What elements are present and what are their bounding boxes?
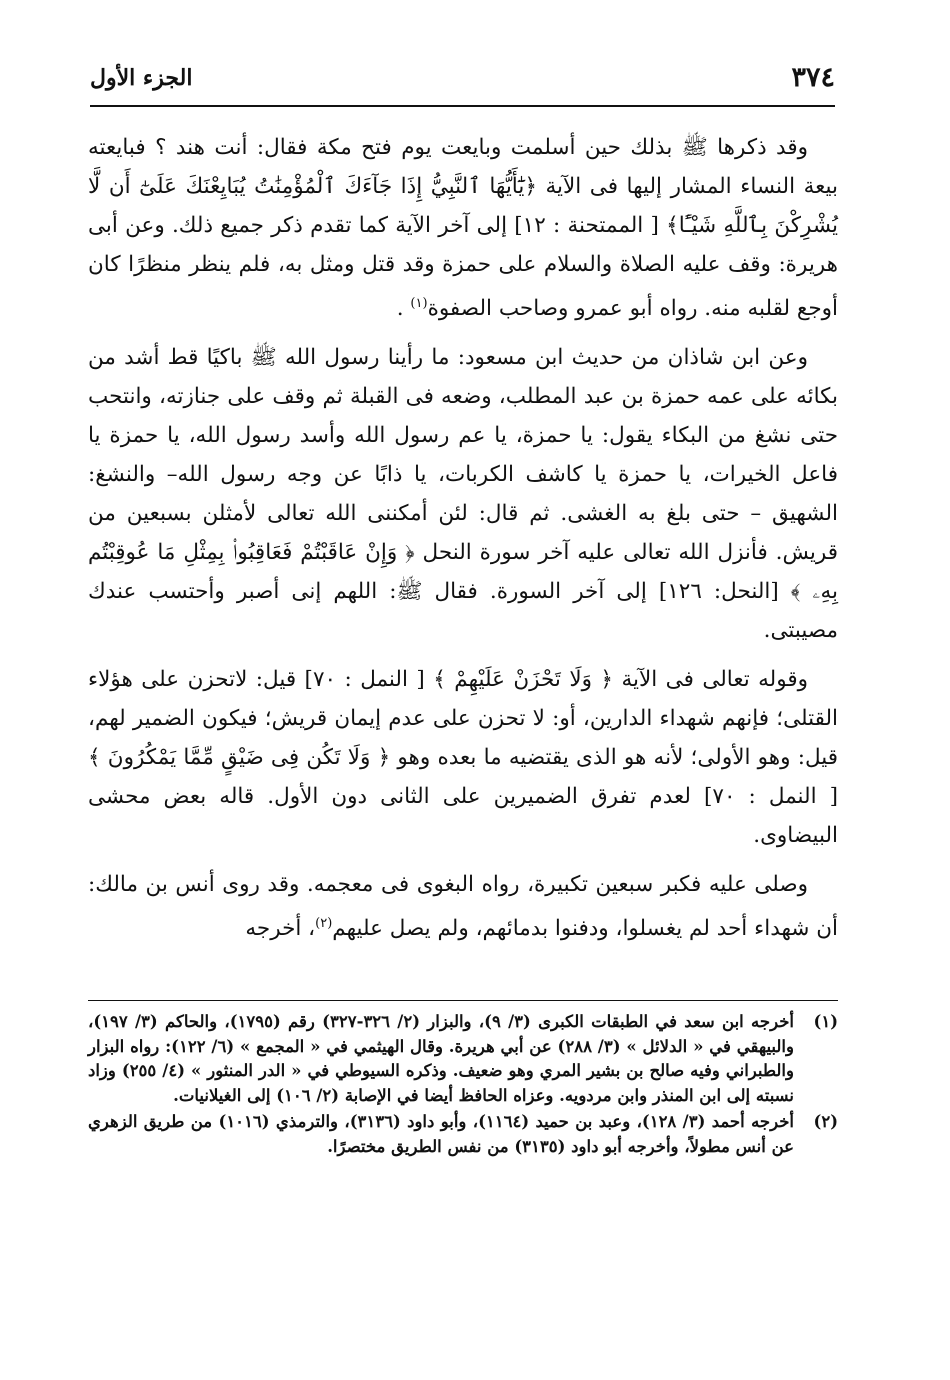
header-rule (90, 105, 835, 107)
running-title: الجزء الأول (90, 65, 193, 91)
page-header (90, 58, 835, 98)
paragraph-1-tail: . (396, 296, 411, 322)
footnote-text: أخرجه ابن سعد في الطبقات الكبرى (٣/ ٩)، والبزار (٢/ ٣٢٦-٣٢٧) رقم (١٧٩٥)، والحاكم (٣/ ١٩٧)، والبيهقي في « الدلائل » (٣/ ٢٨٨) عن أبي هريرة. وقال الهيثمي في « المجمع » (٦/ ١٢٢): رواه البزار والطبراني وفيه صالح بن بشير المري وهو ضعيف. وذكره السيوطي في « الدر المنثور » (٤/ ٢٥٥) وزاد نسبته إلى ابن المنذر وابن مردويه. وعزاه الحافظ أيضا في الإصابة (٢/ ١٠٦) إلى الغيلانيات. (88, 1012, 794, 1105)
footnote-2 (88, 1110, 838, 1159)
paragraph-1-text: وقد ذكرها ﷺ بذلك حين أسلمت وبايعت يوم فتح مكة فقال: أنت هند ؟ فبايعته بيعة النساء المشار إليها فى الآية ﴿يَٰٓأَيُّهَا ٱلنَّبِيُّ إِذَا جَآءَكَ ٱلْمُؤْمِنَٰتُ يُبَايِعْنَكَ عَلَىٰٓ أَن لَّا يُشْرِكْنَ بِٱللَّهِ شَيْـًٔا﴾ [ الممتحنة : ١٢] إلى آخر الآية كما تقدم ذكر جميع ذلك. وعن أبى هريرة: وقف عليه الصلاة والسلام على حمزة وقد قتل ومثل به، فلم ينظر منظرًا كان أوجع لقلبه منه. رواه أبو عمرو وصاحب الصفوة (88, 135, 838, 322)
footnote-ref-2: (٢) (315, 916, 333, 932)
footnote-text: أخرجه أحمد (٣/ ١٢٨)، وعبد بن حميد (١١٦٤)، وأبو داود (٣١٣٦)، والترمذي (١٠١٦) من طريق الزهري عن أنس مطولاً، وأخرجه أبو داود (٣١٣٥) من نفس الطريق مختصرًا. (88, 1112, 795, 1156)
footnote-rule (88, 1000, 838, 1001)
paragraph-2: وعن ابن شاذان من حديث ابن مسعود: ما رأينا رسول الله ﷺ باكيًا قط أشد من بكائه على عمه حمزة بن عبد المطلب، وضعه فى القبلة ثم وقف على جنازته، وانتحب حتى نشغ من البكاء يقول: يا حمزة، يا عم رسول الله وأسد رسول الله، يا حمزة يا فاعل الخيرات، يا حمزة يا كاشف الكربات، يا ذابًا عن وجه رسول الله– والنشغ: الشهيق – حتى بلغ به الغشى. ثم قال: لئن أمكننى الله تعالى لأمثلن بسبعين من قريش. فأنزل الله تعالى عليه آخر سورة النحل ﴿ وَإِنْ عَاقَبْتُمْ فَعَاقِبُوا۟ بِمِثْلِ مَا عُوقِبْتُم بِهِۦ ﴾ [النحل: ١٢٦] إلى آخر السورة. فقال ﷺ: اللهم إنى أصبر وأحتسب عندك مصيبتى. (88, 345, 839, 644)
main-text (88, 128, 838, 958)
footnote-marker: (١) (813, 1012, 838, 1031)
paragraph-4-tail: ، أخرجه (245, 916, 316, 942)
paragraph-4-text: وصلى عليه فكبر سبعين تكبيرة، رواه البغوى فى معجمه. وقد روى أنس بن مالك: أن شهداء أحد لم يغسلوا، ودفنوا بدمائهم، ولم يصل عليهم (88, 872, 838, 942)
page-number: ٣٧٤ (791, 62, 835, 93)
footnote-1 (88, 1010, 838, 1108)
footnote-marker: (٢) (813, 1112, 838, 1131)
paragraph-4 (88, 865, 838, 948)
paragraph-3: وقوله تعالى فى الآية ﴿ وَلَا تَحْزَنْ عَلَيْهِمْ ﴾ [ النمل : ٧٠] قيل: لاتحزن على هؤلاء القتلى؛ فإنهم شهداء الدارين، أو: لا تحزن على عدم إيمان قريش؛ فيكون الضمير لهم، قيل: وهو الأولى؛ لأنه هو الذى يقتضيه ما بعده وهو ﴿ وَلَا تَكُن فِى ضَيْقٍ مِّمَّا يَمْكُرُونَ ﴾ [ النمل : ٧٠] لعدم تفرق الضميرين على الثانى دون الأول. قاله بعض محشى البيضاوى. (88, 667, 839, 849)
footnotes (88, 1010, 838, 1161)
paragraph-1 (88, 128, 838, 328)
footnote-ref-1: (١) (410, 296, 428, 311)
